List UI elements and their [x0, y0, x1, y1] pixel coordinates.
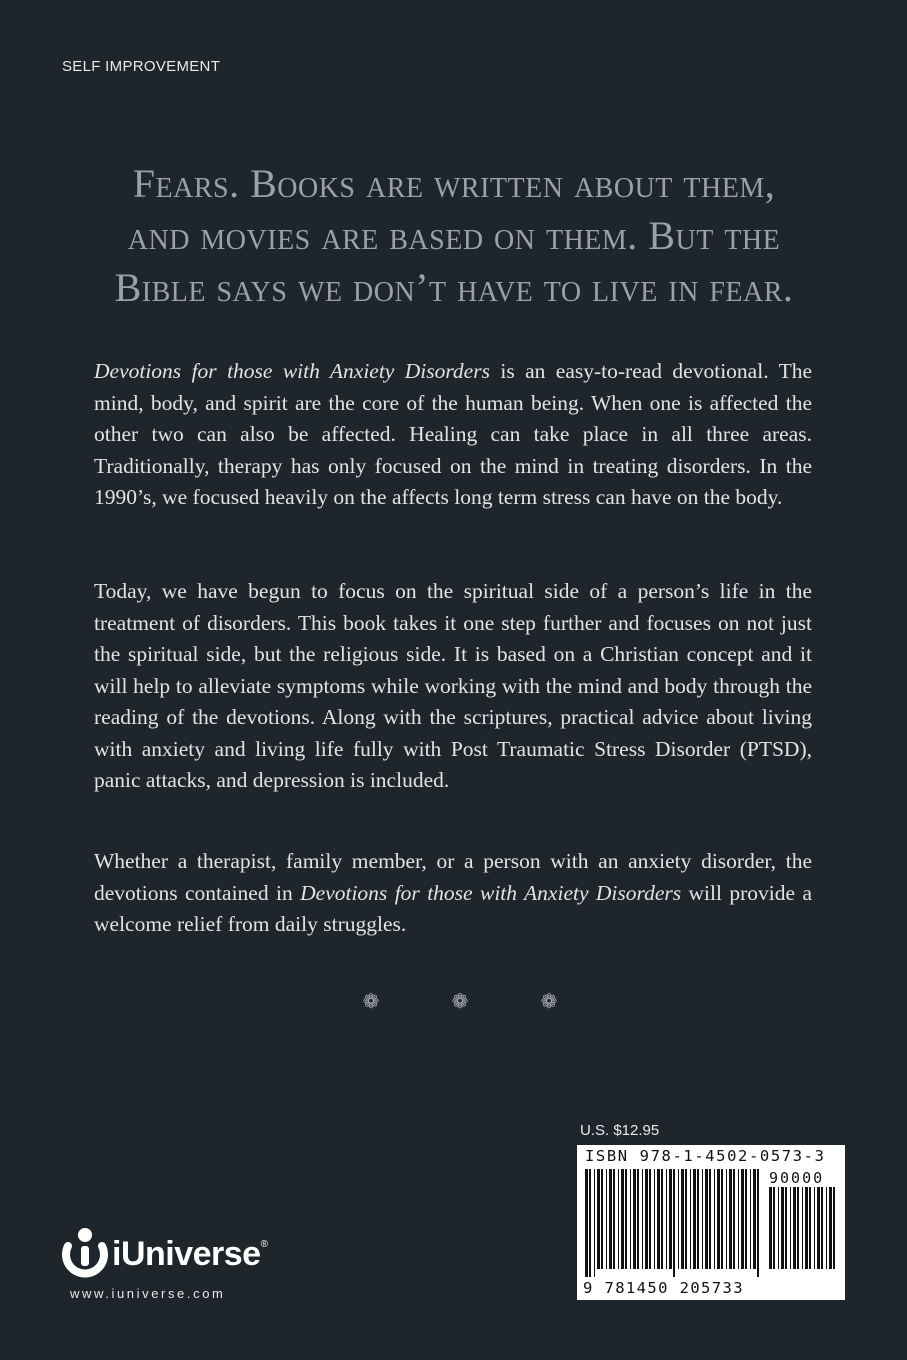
barcode-bar — [681, 1169, 684, 1269]
addon-barcode-bars — [769, 1187, 837, 1277]
publisher-name-text: iUniverse — [112, 1234, 261, 1273]
barcode-bar — [697, 1169, 699, 1269]
barcode-bar — [750, 1169, 751, 1269]
barcode-bar — [781, 1187, 784, 1269]
barcode-bar — [678, 1169, 679, 1269]
barcode-bar — [649, 1169, 651, 1269]
tagline — [70, 158, 838, 314]
barcode-bar — [705, 1169, 708, 1269]
addon-code: 90000 — [769, 1169, 825, 1187]
barcode-bar — [729, 1169, 732, 1269]
barcode-bar — [833, 1187, 835, 1269]
barcode-bar — [805, 1187, 808, 1269]
description-paragraph-3 — [94, 846, 812, 941]
barcode-bar — [709, 1169, 711, 1269]
barcode-bar — [726, 1169, 727, 1269]
barcode-bar — [606, 1169, 607, 1269]
barcode-bar — [609, 1169, 612, 1269]
barcode-bar — [669, 1169, 672, 1269]
barcode-bar — [785, 1187, 787, 1269]
barcode-bar — [745, 1169, 747, 1269]
barcode-bar — [753, 1169, 756, 1269]
barcode-bar — [661, 1169, 663, 1269]
isbn-text: ISBN 978-1-4502-0573-3 — [585, 1147, 826, 1165]
barcode-bar — [637, 1169, 639, 1269]
barcode-bar — [685, 1169, 687, 1269]
barcode-bar — [594, 1169, 595, 1277]
iuniverse-logo-icon — [62, 1226, 108, 1282]
barcode-bar — [773, 1187, 775, 1269]
barcode-bar — [673, 1169, 675, 1277]
barcode-bar — [601, 1169, 603, 1269]
publisher-logo — [62, 1226, 267, 1282]
paragraph-text: will provide a welcome relief from daily struggles. — [94, 880, 813, 936]
tagline-line: Fears. Books are written about them, — [132, 161, 776, 206]
barcode-bar — [642, 1169, 643, 1269]
barcode-bar — [714, 1169, 715, 1269]
barcode-bar — [633, 1169, 636, 1269]
book-title: Devotions for those with Anxiety Disorders — [300, 880, 682, 905]
barcode-bar — [618, 1169, 619, 1269]
tagline-line: and movies are based on them. But the — [127, 213, 781, 258]
barcode-bar — [645, 1169, 648, 1269]
barcode-bar — [826, 1187, 827, 1269]
ean-barcode-bars — [585, 1169, 763, 1277]
barcode-bar — [589, 1169, 591, 1277]
barcode-bar — [778, 1187, 779, 1269]
barcode-bar — [621, 1169, 624, 1269]
paragraph-text: is an easy-to-read devotional. The mind, body, and spirit are the core of the human being. When one is affected the other two can also be affected. Healing can take place in all three areas. Traditionally, therapy has only focused on the mind in treating disorders. In the 1990’s, we focused heavily on the affects long term stress can have on the body. — [94, 359, 813, 509]
barcode-bar — [829, 1187, 832, 1269]
book-title: Devotions for those with Anxiety Disorders — [94, 359, 490, 383]
barcode-bar — [790, 1187, 791, 1269]
barcode-bar — [733, 1169, 735, 1269]
barcode-bar — [585, 1169, 588, 1277]
barcode-bar — [721, 1169, 723, 1269]
barcode-bar — [817, 1187, 820, 1269]
barcode-bar — [597, 1169, 600, 1269]
barcode-bar — [738, 1169, 739, 1269]
barcode-bar — [802, 1187, 803, 1269]
description-paragraph-2: Today, we have begun to focus on the spiritual side of a person’s life in the treatment of disorders. This book takes it one step further and focuses on not just the spiritual side, but the religious side. It is based on a Christian concept and it will help to alleviate symptoms while working with the mind and body through the reading of the devotions. Along with the scriptures, practical advice about living with anxiety and living life fully with Post Traumatic Stress Disorder (PTSD), panic attacks, and depression is included. — [94, 579, 812, 792]
barcode-bar — [797, 1187, 799, 1269]
category-label: SELF IMPROVEMENT — [62, 58, 221, 75]
flower-ornament-icon: ❁ — [540, 989, 558, 1013]
barcode-bar — [630, 1169, 631, 1269]
price-label: U.S. $12.95 — [580, 1122, 660, 1139]
barcode-bar — [613, 1169, 615, 1269]
barcode-bar — [814, 1187, 815, 1269]
ean-digits: 9 781450 205733 — [583, 1279, 744, 1297]
flower-ornament-icon: ❁ — [362, 989, 380, 1013]
ornament-divider — [360, 990, 560, 1012]
barcode-bar — [741, 1169, 744, 1269]
registered-mark: ® — [260, 1238, 268, 1250]
barcode-bar — [702, 1169, 703, 1269]
barcode-bar — [693, 1169, 696, 1269]
barcode-bar — [654, 1169, 655, 1269]
barcode-bar — [821, 1187, 823, 1269]
tagline-line: Bible says we don’t have to live in fear. — [114, 265, 794, 310]
barcode — [577, 1145, 845, 1300]
description-paragraph-1 — [94, 356, 812, 514]
paragraph-text: Whether a therapist, family member, or a person with an anxiety disorder, the devotions contained in — [94, 849, 812, 905]
barcode-bar — [717, 1169, 720, 1269]
flower-ornament-icon: ❁ — [451, 989, 469, 1013]
publisher-website: www.iuniverse.com — [70, 1286, 226, 1301]
publisher-name — [112, 1235, 267, 1274]
barcode-bar — [757, 1169, 759, 1277]
barcode-bar — [769, 1187, 772, 1269]
barcode-bar — [657, 1169, 660, 1269]
barcode-bar — [690, 1169, 691, 1269]
barcode-bar — [793, 1187, 796, 1269]
barcode-bar — [666, 1169, 667, 1269]
barcode-bar — [809, 1187, 811, 1269]
barcode-bar — [625, 1169, 627, 1269]
